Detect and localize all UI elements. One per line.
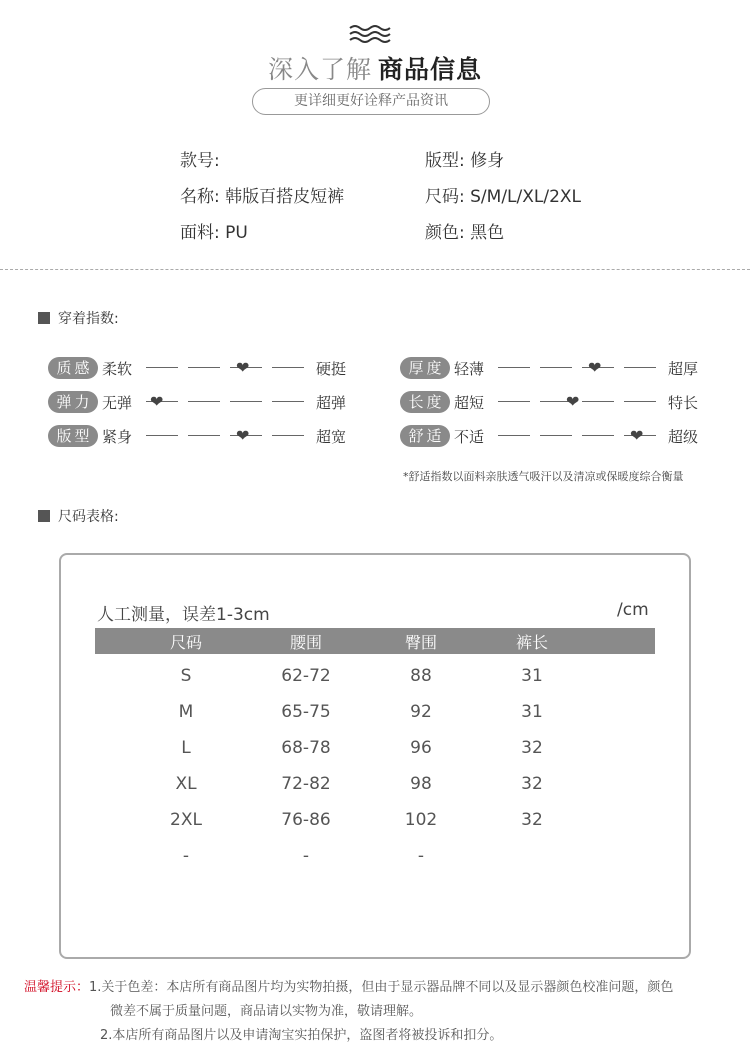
wave-icon <box>348 24 396 46</box>
wear-index-row <box>400 356 698 380</box>
index-badge: 长度 <box>400 391 450 413</box>
scale-segment <box>498 367 530 368</box>
table-cell: 68-78 <box>281 738 331 758</box>
name-value: 韩版百搭皮短裤 <box>225 187 345 207</box>
index-right-label: 超厚 <box>668 359 699 378</box>
index-badge: 舒适 <box>400 425 450 447</box>
table-cell: 31 <box>521 666 543 686</box>
table-cell: 32 <box>521 774 543 794</box>
heart-marker-icon: ❤ <box>588 358 602 377</box>
tips-line2: 2.本店所有商品图片以及申请淘宝实拍保护，盗图者将被投诉和扣分。 <box>100 1028 503 1043</box>
table-cell: - <box>182 846 190 866</box>
table-cell: - <box>417 846 425 866</box>
table-cell: 88 <box>410 666 432 686</box>
index-left-label: 不适 <box>454 427 485 446</box>
table-cell: 102 <box>404 810 438 830</box>
table-cell: 96 <box>410 738 432 758</box>
tips-line1: 1.关于色差：本店所有商品图片均为实物拍摄，但由于显示器品牌不同以及显示器颜色校准问题，颜色 <box>89 980 674 995</box>
square-bullet-icon <box>38 510 50 522</box>
index-right-label: 超弹 <box>316 393 347 412</box>
unit-label: /cm <box>617 600 649 620</box>
wear-index-row <box>48 390 346 414</box>
scale-segment <box>230 401 262 402</box>
size-table-heading <box>38 506 119 526</box>
table-header-cell: 腰围 <box>289 633 322 652</box>
heart-marker-icon: ❤ <box>566 392 580 411</box>
index-left-label: 无弹 <box>102 393 133 412</box>
table-cell: 31 <box>521 702 543 722</box>
wear-index-heading <box>38 308 119 328</box>
table-cell: 65-75 <box>281 702 331 722</box>
color-value: 黑色 <box>470 223 505 243</box>
heart-marker-icon: ❤ <box>236 426 250 445</box>
table-cell: 98 <box>410 774 432 794</box>
scale-segment <box>188 435 220 436</box>
table-cell: M <box>178 702 194 722</box>
square-bullet-icon <box>38 312 50 324</box>
index-badge: 厚度 <box>400 357 450 379</box>
scale-segment <box>540 367 572 368</box>
index-scale <box>142 390 312 414</box>
table-cell: - <box>302 846 310 866</box>
sizes <box>425 182 581 207</box>
scale-segment <box>582 435 614 436</box>
table-cell: 76-86 <box>281 810 331 830</box>
measure-note: 人工测量，误差1-3cm <box>97 605 270 625</box>
title-light: 深入了解 <box>267 55 372 84</box>
scale-segment <box>146 435 178 436</box>
scale-segment <box>188 401 220 402</box>
scale-segment <box>624 367 656 368</box>
scale-segment <box>272 435 304 436</box>
index-right-label: 硬挺 <box>316 359 347 378</box>
index-left-label: 轻薄 <box>454 359 485 378</box>
table-header-cell: 臀围 <box>404 633 437 652</box>
scale-segment <box>272 401 304 402</box>
wear-index-row <box>400 390 698 414</box>
index-badge: 质感 <box>48 357 98 379</box>
index-scale <box>494 390 664 414</box>
scale-segment <box>498 435 530 436</box>
style-no <box>180 146 220 171</box>
size-value: S/M/L/XL/2XL <box>470 187 582 207</box>
color <box>425 218 504 243</box>
style-no-label: 款号: <box>180 151 220 171</box>
title-bold: 商品信息 <box>378 55 483 84</box>
table-cell: 72-82 <box>281 774 331 794</box>
index-right-label: 特长 <box>668 393 699 412</box>
subtitle: 更详细更好诠释产品资讯 <box>252 88 490 115</box>
divider <box>0 269 750 270</box>
heart-marker-icon: ❤ <box>630 426 644 445</box>
index-right-label: 超宽 <box>316 427 347 446</box>
size-label: 尺码: <box>425 187 465 207</box>
index-scale <box>494 356 664 380</box>
scale-segment <box>272 367 304 368</box>
size-table-title: 尺码表格: <box>58 509 119 525</box>
fit-value: 修身 <box>470 151 505 171</box>
heart-marker-icon: ❤ <box>150 392 164 411</box>
index-left-label: 柔软 <box>102 359 133 378</box>
table-cell: 32 <box>521 738 543 758</box>
table-cell: 2XL <box>170 810 202 830</box>
table-header-cell: 裤长 <box>515 633 548 652</box>
table-header-cell: 尺码 <box>169 633 202 652</box>
heart-marker-icon: ❤ <box>236 358 250 377</box>
index-badge: 版型 <box>48 425 98 447</box>
index-right-label: 超级 <box>668 427 699 446</box>
scale-segment <box>146 367 178 368</box>
tips-label: 温馨提示： <box>24 980 90 995</box>
wear-index-title: 穿着指数: <box>58 311 119 327</box>
wear-index-row <box>48 356 346 380</box>
table-cell: XL <box>175 774 197 794</box>
color-label: 颜色: <box>425 223 465 243</box>
index-left-label: 紧身 <box>102 427 133 446</box>
index-scale <box>494 424 664 448</box>
scale-segment <box>188 367 220 368</box>
index-scale <box>142 424 312 448</box>
table-cell: 32 <box>521 810 543 830</box>
table-cell: L <box>181 738 191 758</box>
page-title <box>0 50 750 86</box>
fabric-value: PU <box>225 223 248 243</box>
product-name <box>180 182 344 207</box>
index-left-label: 超短 <box>454 393 485 412</box>
table-header <box>95 628 655 654</box>
scale-segment <box>582 401 614 402</box>
wear-index-row <box>400 424 698 448</box>
fit-label: 版型: <box>425 151 465 171</box>
fabric-label: 面料: <box>180 223 220 243</box>
scale-segment <box>498 401 530 402</box>
wear-index-row <box>48 424 346 448</box>
table-cell: 92 <box>410 702 432 722</box>
index-scale <box>142 356 312 380</box>
fabric <box>180 218 248 243</box>
table-cell: S <box>180 666 192 686</box>
scale-segment <box>624 401 656 402</box>
tips <box>24 976 734 1048</box>
scale-segment <box>540 435 572 436</box>
comfort-note: *舒适指数以面料亲肤透气吸汗以及清凉或保暖度综合衡量 <box>403 470 684 483</box>
name-label: 名称: <box>180 187 220 207</box>
table-cell: 62-72 <box>281 666 331 686</box>
tips-line1b: 微差不属于质量问题，商品请以实物为准，敬请理解。 <box>110 1004 423 1019</box>
fit <box>425 146 504 171</box>
index-badge: 弹力 <box>48 391 98 413</box>
